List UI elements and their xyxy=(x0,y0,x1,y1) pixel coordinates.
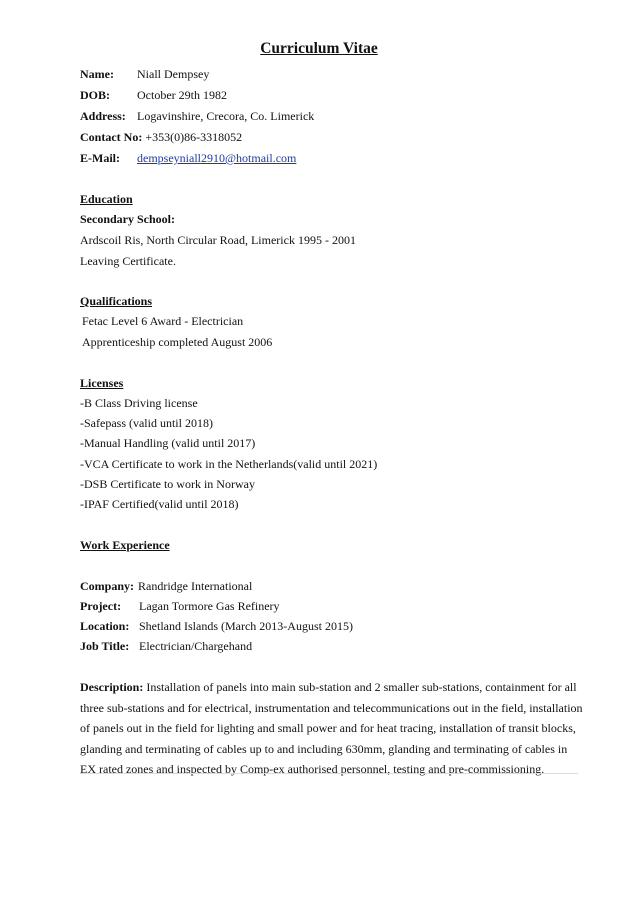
address-label: Address: xyxy=(80,109,126,123)
secondary-school-label: Secondary School: xyxy=(80,212,176,226)
page-title: Curriculum Vitae xyxy=(260,40,378,57)
license-item: -B Class Driving license xyxy=(80,396,198,410)
license-item: -DSB Certificate to work in Norway xyxy=(80,477,255,491)
location-row xyxy=(80,618,353,634)
license-item: -VCA Certificate to work in the Netherlands(valid until 2021) xyxy=(80,457,378,471)
dob-value: October 29th 1982 xyxy=(137,88,227,102)
description-line: EX rated zones and inspected by Comp-ex authorised personnel, testing and pre-commissioning. xyxy=(80,762,545,776)
qualification-item: Fetac Level 6 Award - Electrician xyxy=(82,314,244,328)
contact-value: +353(0)86-3318052 xyxy=(145,130,243,144)
licenses-heading: Licenses xyxy=(80,376,124,390)
job-title-value: Electrician/Chargehand xyxy=(139,639,253,653)
description-line xyxy=(80,677,580,698)
job-title-row xyxy=(80,638,252,654)
name-label: Name: xyxy=(80,67,114,81)
qualification-item: Apprenticeship completed August 2006 xyxy=(82,335,273,349)
education-heading: Education xyxy=(80,192,133,206)
email-link[interactable]: dempseyniall2910@hotmail.com xyxy=(137,151,297,165)
company-label: Company: xyxy=(80,579,135,593)
name-row xyxy=(80,66,209,82)
name-value: Niall Dempsey xyxy=(137,67,210,81)
license-item: -Safepass (valid until 2018) xyxy=(80,416,213,430)
description-text: Installation of panels into main sub-station and 2 smaller sub-stations, containment for all xyxy=(146,680,577,694)
page-divider xyxy=(80,773,578,774)
email-label: E-Mail: xyxy=(80,151,120,165)
project-label: Project: xyxy=(80,599,122,613)
company-row xyxy=(80,578,252,594)
work-experience-heading: Work Experience xyxy=(80,538,170,552)
company-value: Randridge International xyxy=(138,579,253,593)
job-title-label: Job Title: xyxy=(80,639,130,653)
address-row xyxy=(80,108,314,124)
description-block xyxy=(80,677,583,780)
qualifications-heading: Qualifications xyxy=(80,294,153,308)
contact-row xyxy=(80,129,242,145)
location-value: Shetland Islands (March 2013-August 2015) xyxy=(139,619,353,633)
license-item: -IPAF Certified(valid until 2018) xyxy=(80,497,239,511)
license-item: -Manual Handling (valid until 2017) xyxy=(80,436,256,450)
address-value: Logavinshire, Crecora, Co. Limerick xyxy=(137,109,315,123)
dob-row xyxy=(80,87,227,103)
description-line: glanding and terminating of cables up to and including 630mm, glanding and terminating of cables in xyxy=(80,741,568,756)
location-label: Location: xyxy=(80,619,130,633)
description-line: of panels out in the field for lighting and small power and for heat tracing, installation of transit blocks, xyxy=(80,721,576,735)
email-row xyxy=(80,150,296,166)
description-line: three sub-stations and for electrical, instrumentation and telecommunications out in the field, installation xyxy=(80,700,583,715)
contact-label: Contact No: xyxy=(80,130,143,144)
dob-label: DOB: xyxy=(80,88,110,102)
project-row xyxy=(80,598,280,614)
description-label: Description: xyxy=(80,680,144,694)
leaving-certificate: Leaving Certificate. xyxy=(80,254,176,268)
school-name: Ardscoil Ris, North Circular Road, Limerick 1995 - 2001 xyxy=(80,233,356,247)
project-value: Lagan Tormore Gas Refinery xyxy=(139,599,280,613)
